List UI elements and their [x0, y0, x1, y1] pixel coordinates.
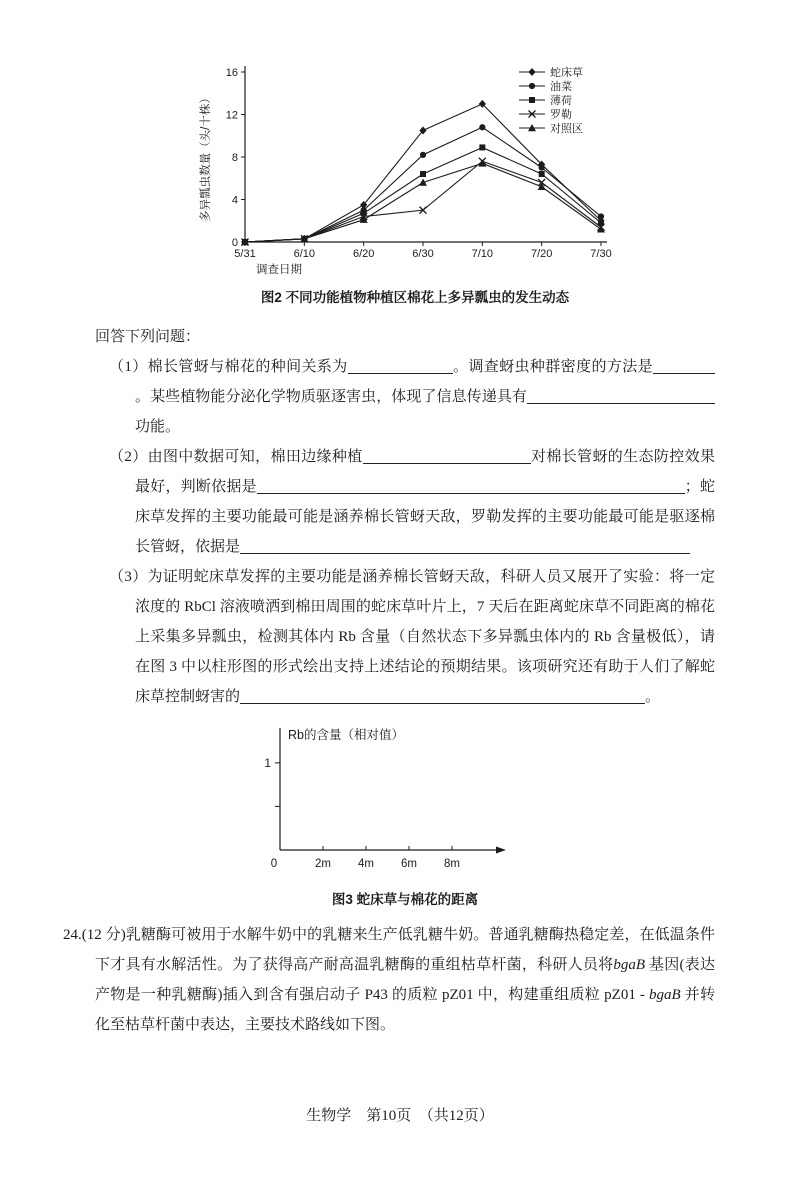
svg-text:对照区: 对照区 — [550, 123, 583, 135]
page-footer — [0, 1104, 800, 1125]
svg-text:7/30: 7/30 — [590, 248, 612, 260]
svg-text:蛇床草: 蛇床草 — [550, 67, 583, 79]
svg-text:6/30: 6/30 — [412, 248, 434, 260]
answer-blank — [653, 370, 715, 374]
answer-blank — [363, 460, 531, 464]
svg-text:6m: 6m — [401, 858, 417, 870]
exam-page — [0, 56, 800, 1124]
svg-text:16: 16 — [225, 67, 238, 79]
question-23-item-3: （3）为证明蛇床草发挥的主要功能是涵养棉长管蚜天敌，科研人员又展开了实验：将一定浓度的 RbCl 溶液喷洒到棉田周围的蛇床草叶片上，7 天后在距离蛇床草不同距离的棉花上采集多异瓢虫，检测其体内 Rb 含量（自然状态下多异瓢虫体内的 Rb 含量极低），请在图 3 中以柱形图的形式绘出支持上述结论的预期结果。该项研究还有助于人们了解蛇床草控制蚜害的 。 — [109, 569, 715, 705]
figure2-caption: 图2 不同功能植物种植区棉花上多异瓢虫的发生动态 — [260, 290, 570, 305]
svg-text:8: 8 — [231, 152, 238, 164]
svg-text:6/10: 6/10 — [293, 248, 316, 260]
answer-blank — [240, 550, 690, 554]
svg-text:调查日期: 调查日期 — [256, 264, 302, 276]
svg-text:4: 4 — [231, 194, 238, 207]
question-23-item-1: （1）棉长管蚜与棉花的种间关系为 。调查蚜虫种群密度的方法是。某些植物能分泌化学物质驱逐害虫，体现了信息传递具有功能。 — [109, 352, 715, 442]
svg-text:多异瓢虫数量（头/十株）: 多异瓢虫数量（头/十株） — [200, 92, 212, 222]
svg-text:0: 0 — [270, 858, 278, 870]
svg-text:0: 0 — [231, 237, 238, 249]
svg-text:薄荷: 薄荷 — [550, 95, 572, 107]
answer-blank — [348, 370, 453, 374]
figure2 — [197, 56, 633, 306]
answer-blank — [257, 490, 685, 494]
svg-text:4m: 4m — [358, 858, 374, 870]
question-23-item-2: （2）由图中数据可知，棉田边缘种植 对棉长管蚜的生态防控效果最好，判断依据是 ；蛇床草发挥的主要功能最可能是涵养棉长管蚜天敌，罗勒发挥的主要功能最可能是驱逐棉长管蚜，依据是 — [109, 449, 715, 555]
svg-text:Rb的含量（相对值）: Rb的含量（相对值） — [288, 728, 404, 742]
figure3-caption: 图3 蛇床草与棉花的距离 — [331, 892, 479, 907]
footer-text: 生物学 第10页 （共12页） — [306, 1108, 494, 1124]
svg-text:7/20: 7/20 — [530, 248, 553, 260]
svg-text:8m: 8m — [444, 858, 460, 870]
svg-text:2m: 2m — [315, 858, 331, 870]
answer-prompt: 回答下列问题： — [95, 329, 201, 345]
figure3 — [250, 718, 560, 908]
svg-text:12: 12 — [225, 109, 238, 122]
svg-text:罗勒: 罗勒 — [550, 109, 572, 121]
svg-text:7/10: 7/10 — [471, 248, 494, 260]
answer-blank — [240, 700, 645, 704]
question-23-block — [95, 322, 715, 712]
question-24: 24.(12 分)乳糖酶可被用于水解牛奶中的乳糖来生产低乳糖牛奶。普通乳糖酶热稳定差，在低温条件下才具有水解活性。为了获得高产耐高温乳糖酶的重组枯草杆菌，科研人员将bgaB 基因(表达产物是一种乳糖酶)插入到含有强启动子 P43 的质粒 pZ01 中，构建重组质粒 pZ01 - bgaB 并转化至枯草杆菌中表达，主要技术路线如下图。 — [63, 927, 715, 1033]
svg-text:油菜: 油菜 — [550, 81, 572, 93]
figure2-line-chart — [197, 56, 633, 284]
answer-blank — [527, 400, 715, 404]
svg-text:1: 1 — [264, 755, 271, 770]
figure3-empty-axes — [250, 718, 560, 886]
svg-text:5/31: 5/31 — [234, 248, 256, 260]
svg-text:6/20: 6/20 — [352, 248, 375, 260]
